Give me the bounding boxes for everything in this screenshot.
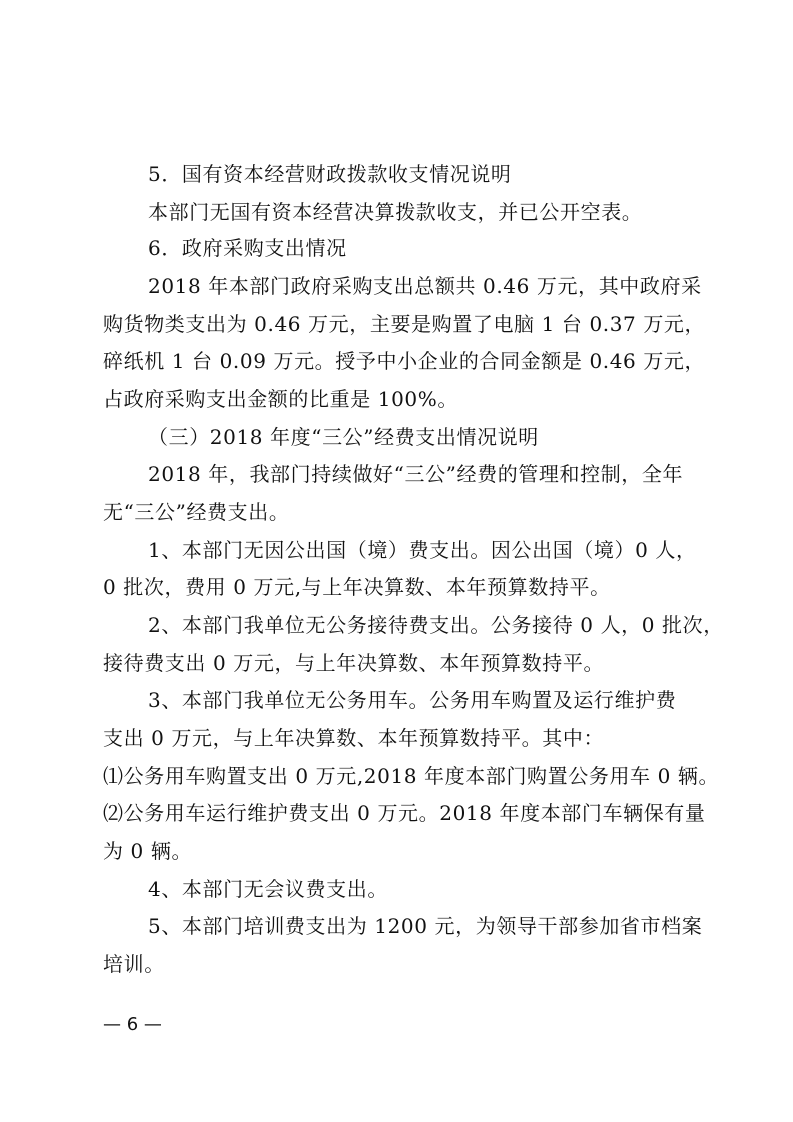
section-heading-state-capital: 5．国有资本经营财政拨款收支情况说明 [148,162,512,186]
paragraph-line: 本部门无国有资本经营决算拨款收支，并已公开空表。 [148,200,643,224]
paragraph-line: ⑵公务用车运行维护费支出 0 万元。2018 年度本部门车辆保有量 [103,801,706,825]
paragraph-line: ⑴公务用车购置支出 0 万元,2018 年度本部门购置公务用车 0 辆。 [103,764,720,788]
paragraph-line: 无“三公”经费支出。 [103,500,290,524]
paragraph-line: 5、本部门培训费支出为 1200 元，为领导干部参加省市档案 [148,914,703,938]
paragraph-line: 为 0 辆。 [103,839,193,863]
paragraph-line: 支出 0 万元，与上年决算数、本年预算数持平。其中： [103,726,605,750]
section-heading-procurement: 6．政府采购支出情况 [148,236,347,260]
paragraph-line: 3、本部门我单位无公务用车。公务用车购置及运行维护费 [148,688,677,712]
paragraph-line: 1、本部门无因公出国（境）费支出。因公出国（境）0 人， [148,538,697,562]
paragraph-line: 2、本部门我单位无公务接待费支出。公务接待 0 人，0 批次， [148,613,724,637]
paragraph-line: 碎纸机 1 台 0.09 万元。授予中小企业的合同金额是 0.46 万元， [103,349,706,373]
paragraph-line: 购货物类支出为 0.46 万元，主要是购置了电脑 1 台 0.37 万元， [103,312,706,336]
paragraph-line: 0 批次，费用 0 万元,与上年决算数、本年预算数持平。 [103,575,611,599]
paragraph-line: 2018 年本部门政府采购支出总额共 0.46 万元，其中政府采 [148,274,702,298]
paragraph-line: 4、本部门无会议费支出。 [148,877,388,901]
paragraph-line: 占政府采购支出金额的比重是 100%。 [103,387,458,411]
paragraph-line: 接待费支出 0 万元，与上年决算数、本年预算数持平。 [103,651,605,675]
section-heading-three-public: （三）2018 年度“三公”经费支出情况说明 [148,425,539,449]
paragraph-line: 培训。 [103,952,165,976]
paragraph-line: 2018 年，我部门持续做好“三公”经费的管理和控制，全年 [148,462,684,486]
page-number: — 6 — [103,1014,162,1035]
